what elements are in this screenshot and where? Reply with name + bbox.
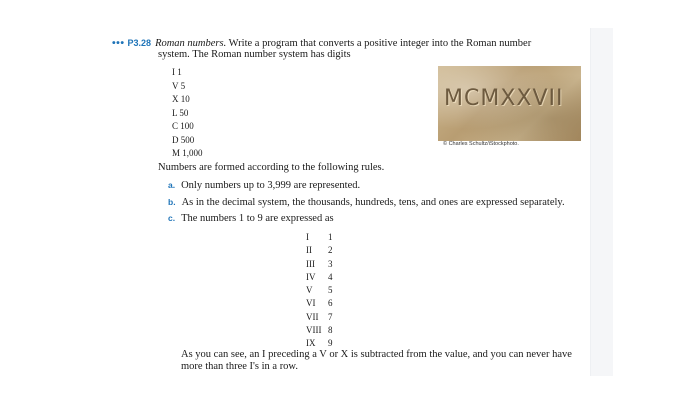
value-cell: 1 (328, 232, 333, 242)
inscription-text: MCMXXVII (444, 86, 564, 111)
value-cell: 2 (328, 245, 333, 256)
footer-line2: more than three I's in a row. (181, 361, 298, 372)
roman-cell: VII (306, 311, 319, 322)
digit-row: X 10 (172, 94, 190, 104)
problem-title: Roman numbers. (155, 38, 227, 49)
rule-c-text: The numbers 1 to 9 are expressed as (181, 213, 334, 224)
table-row (306, 311, 333, 324)
value-cell: 7 (328, 311, 333, 322)
roman-cell: V (306, 285, 313, 296)
rules-intro: Numbers are formed according to the following rules. (158, 162, 385, 173)
roman-cell: IX (306, 338, 316, 349)
scrollbar-track[interactable] (590, 28, 613, 376)
footer-paragraph (181, 349, 586, 373)
problem-intro-line1: Write a program that converts a positive integer into the Roman number (228, 38, 532, 49)
value-cell: 5 (328, 285, 333, 296)
digit-row: C 100 (172, 121, 194, 131)
rule-a (168, 180, 360, 191)
table-row (306, 271, 333, 284)
rule-b-text: As in the decimal system, the thousands, hundreds, tens, and ones are expressed separately. (181, 197, 565, 208)
photo-credit: © Charles Schultz/iStockphoto. (443, 141, 519, 147)
footer-line1: As you can see, an I preceding a V or X is subtracted from the value, and you can never have (181, 349, 572, 360)
value-cell: 3 (328, 258, 333, 269)
value-cell: 9 (328, 338, 333, 349)
value-cell: 8 (328, 325, 333, 336)
difficulty-marker: ••• (112, 37, 125, 49)
rule-c (168, 213, 334, 224)
rule-a-letter: a. (168, 180, 176, 190)
digit-list (172, 66, 203, 161)
digit-row: D 500 (172, 134, 195, 145)
roman-cell: VIII (306, 325, 322, 336)
digit-row: L 50 (172, 107, 189, 118)
roman-cell: IV (306, 271, 316, 282)
roman-cell: VI (306, 298, 316, 309)
rule-a-text: Only numbers up to 3,999 are represented. (181, 180, 361, 191)
table-row (306, 258, 333, 271)
roman-cell: II (306, 245, 312, 256)
roman-cell: III (306, 258, 315, 269)
problem-intro-line2: system. The Roman number system has digits (158, 49, 351, 60)
table-row (306, 231, 333, 244)
value-cell: 6 (328, 298, 333, 309)
rule-b (168, 197, 565, 208)
digit-row: V 5 (172, 80, 186, 91)
table-row (306, 324, 333, 337)
rule-c-letter: c. (168, 213, 176, 223)
problem-number: P3.28 (127, 38, 152, 48)
table-row (306, 297, 333, 310)
digit-row: I 1 (172, 67, 182, 77)
table-row (306, 244, 333, 257)
digit-row: M 1,000 (172, 148, 203, 158)
stone-inscription-photo (438, 66, 581, 141)
value-cell: 4 (328, 271, 333, 282)
roman-cell: I (306, 232, 309, 242)
table-row (306, 284, 333, 297)
numerals-table (306, 231, 333, 351)
rule-b-letter: b. (168, 197, 176, 207)
